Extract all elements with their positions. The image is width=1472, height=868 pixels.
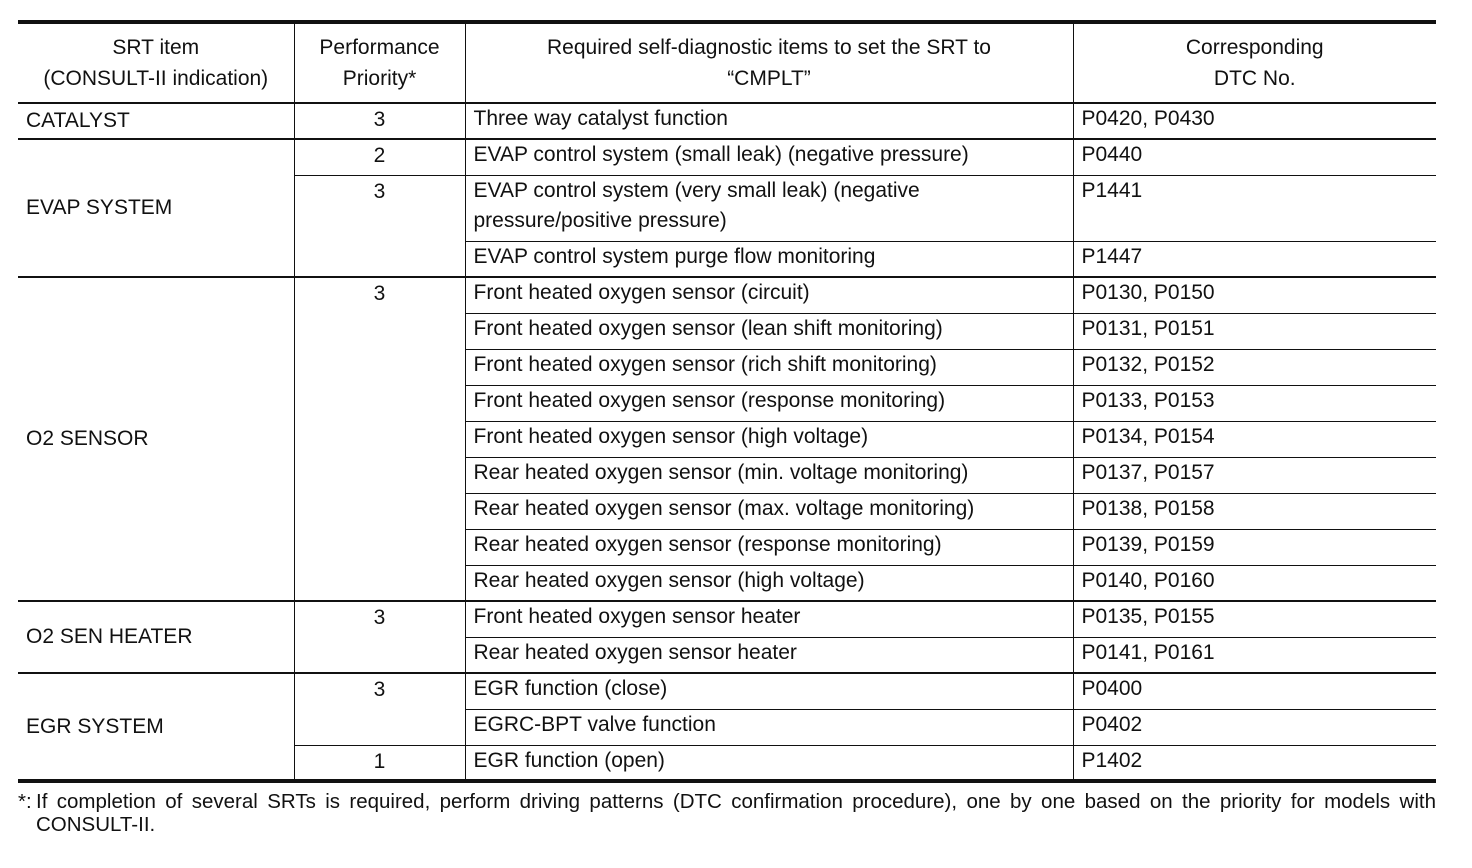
dtc-cell: P0131, P0151 <box>1073 313 1436 349</box>
srt-item-cell: O2 SEN HEATER <box>18 601 294 673</box>
footnote-text: If completion of several SRTs is required, perform driving patterns (DTC confirmation procedure), one by one based on the priority for models with CONSULT-II. <box>36 790 1436 836</box>
table-row <box>18 277 1436 313</box>
diagnostic-item-cell: Front heated oxygen sensor (rich shift monitoring) <box>465 349 1073 385</box>
diagnostic-item-cell: EVAP control system (small leak) (negative pressure) <box>465 139 1073 175</box>
priority-cell: 2 <box>294 139 465 175</box>
dtc-cell: P0400 <box>1073 673 1436 709</box>
srt-table <box>18 20 1436 783</box>
priority-cell: 3 <box>294 673 465 745</box>
dtc-cell: P0140, P0160 <box>1073 565 1436 601</box>
diagnostic-item-cell: Front heated oxygen sensor (lean shift monitoring) <box>465 313 1073 349</box>
dtc-cell: P0402 <box>1073 709 1436 745</box>
priority-cell: 3 <box>294 601 465 673</box>
priority-cell: 3 <box>294 103 465 139</box>
header-row <box>18 22 1436 103</box>
priority-cell: 3 <box>294 175 465 277</box>
dtc-cell: P0141, P0161 <box>1073 637 1436 673</box>
dtc-cell: P0134, P0154 <box>1073 421 1436 457</box>
diagnostic-item-cell: Front heated oxygen sensor heater <box>465 601 1073 637</box>
dtc-cell: P0138, P0158 <box>1073 493 1436 529</box>
diagnostic-item-cell: Three way catalyst function <box>465 103 1073 139</box>
header-dtc: Corresponding DTC No. <box>1073 22 1436 103</box>
diagnostic-item-cell: Front heated oxygen sensor (response monitoring) <box>465 385 1073 421</box>
header-priority: Performance Priority* <box>294 22 465 103</box>
dtc-cell: P1447 <box>1073 241 1436 277</box>
diagnostic-item-cell: EVAP control system (very small leak) (negative pressure/positive pressure) <box>465 175 1073 241</box>
diagnostic-item-cell: Front heated oxygen sensor (circuit) <box>465 277 1073 313</box>
priority-cell: 3 <box>294 277 465 601</box>
dtc-cell: P0132, P0152 <box>1073 349 1436 385</box>
srt-item-cell: CATALYST <box>18 103 294 139</box>
diagnostic-item-cell: EGR function (close) <box>465 673 1073 709</box>
diagnostic-item-cell: Rear heated oxygen sensor (response monitoring) <box>465 529 1073 565</box>
table-row <box>18 601 1436 637</box>
footnote <box>18 790 1436 836</box>
table-row <box>18 673 1436 709</box>
diagnostic-item-cell: Rear heated oxygen sensor (min. voltage monitoring) <box>465 457 1073 493</box>
dtc-cell: P0420, P0430 <box>1073 103 1436 139</box>
diagnostic-item-cell: Rear heated oxygen sensor (max. voltage monitoring) <box>465 493 1073 529</box>
table-row <box>18 103 1436 139</box>
footnote-mark: *: <box>18 790 32 813</box>
diagnostic-item-cell: Rear heated oxygen sensor (high voltage) <box>465 565 1073 601</box>
dtc-cell: P0137, P0157 <box>1073 457 1436 493</box>
header-required-items: Required self-diagnostic items to set the SRT to “CMPLT” <box>465 22 1073 103</box>
diagnostic-item-cell: Front heated oxygen sensor (high voltage) <box>465 421 1073 457</box>
dtc-cell: P1402 <box>1073 745 1436 781</box>
diagnostic-item-cell: EGR function (open) <box>465 745 1073 781</box>
srt-item-cell: EGR SYSTEM <box>18 673 294 781</box>
srt-item-cell: O2 SENSOR <box>18 277 294 601</box>
priority-cell: 1 <box>294 745 465 781</box>
header-srt-item: SRT item (CONSULT-II indication) <box>18 22 294 103</box>
dtc-cell: P0133, P0153 <box>1073 385 1436 421</box>
dtc-cell: P0139, P0159 <box>1073 529 1436 565</box>
diagnostic-item-cell: Rear heated oxygen sensor heater <box>465 637 1073 673</box>
srt-item-cell: EVAP SYSTEM <box>18 139 294 277</box>
dtc-cell: P0440 <box>1073 139 1436 175</box>
dtc-cell: P0130, P0150 <box>1073 277 1436 313</box>
dtc-cell: P0135, P0155 <box>1073 601 1436 637</box>
table-row <box>18 139 1436 175</box>
dtc-cell: P1441 <box>1073 175 1436 241</box>
diagnostic-item-cell: EVAP control system purge flow monitoring <box>465 241 1073 277</box>
diagnostic-item-cell: EGRC-BPT valve function <box>465 709 1073 745</box>
